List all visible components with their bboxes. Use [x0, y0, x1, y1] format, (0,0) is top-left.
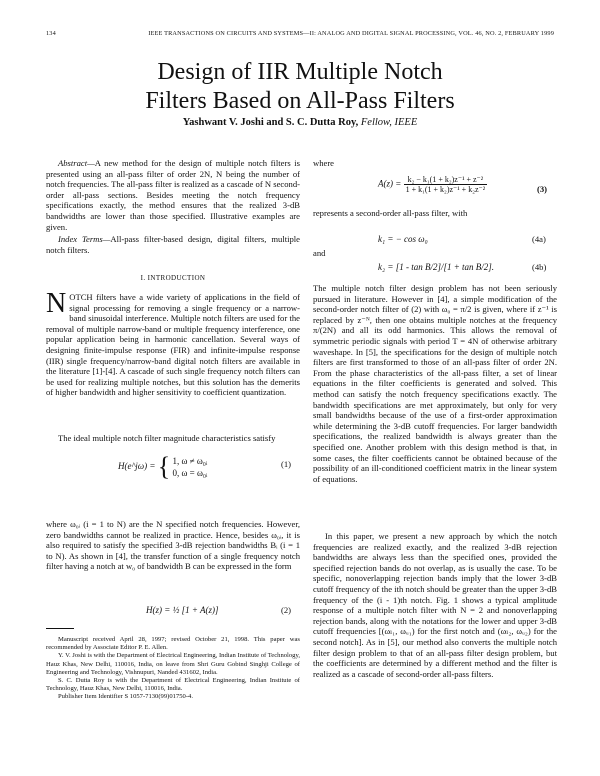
footnote — [46, 636, 300, 702]
abstract — [46, 158, 300, 232]
equation-4b: k₂ = [1 - tan B/2]/[1 + tan B/2]. — [378, 262, 495, 272]
eq3-denominator: 1 + k₁(1 + k₂)z⁻¹ + k₂z⁻² — [405, 185, 486, 194]
author-names: Yashwant V. Joshi and S. C. Dutta Roy, — [182, 117, 359, 128]
eq4b-number: (4b) — [532, 262, 547, 272]
intro-text-1: OTCH filters have a wide variety of applications in the field of signal processing for removing a single frequency or a narrow-band sinusoidal interference. Multiple notch filters are used for the removal of multiple narrow-band or multiple frequency interference, one popular application being in harmonic cancellation. Several ways of designing finite-impulse response (FIR) and infinite-impulse response (IIR) single frequency/narrow-band digital notch filters are available in the literature [1]-[4]. A cascade of such single frequency notch filters can be used for realizing multiple notches, but this solution has the demerits of higher bandwidth and higher sensitivity to coefficient quantization. — [46, 292, 300, 398]
right-paragraph-1 — [313, 283, 557, 484]
equation-1 — [118, 452, 208, 482]
abstract-label: Abstract— — [58, 158, 95, 168]
intro-paragraph-1 — [46, 288, 300, 398]
and-text: and — [313, 248, 326, 258]
brace-icon: { — [157, 452, 171, 481]
eq1-case-2: 0, ω = ω₀ᵢ — [172, 468, 208, 478]
index-terms-label: Index Terms— — [58, 234, 111, 244]
section-heading: I. INTRODUCTION — [140, 274, 206, 282]
eq3-lhs: A(z) = — [378, 178, 402, 189]
equation-3 — [378, 175, 487, 194]
footnote-received: Manuscript received April 28, 1997; revised October 21, 1998. This paper was recommended by Associate Editor P. E. Allen. — [46, 636, 300, 652]
index-terms — [46, 234, 300, 255]
eq3-number: (3) — [537, 184, 548, 194]
paper-title — [60, 58, 540, 116]
where-text: where — [313, 158, 334, 168]
title-line-2: Filters Based on All-Pass Filters — [145, 88, 455, 114]
intro-text-3: where ω₀ᵢ (i = 1 to N) are the N specified notch frequencies. However, zero bandwidths cannot be realized in practice. Hence, besides ω₀ᵢ, it is also required to satisfy the specified 3-dB rejection bandwidths Bᵢ (i = 1 to N). As shown in [4], the transfer function of a single frequency notch filter having a notch at w₀ of bandwidth B can be expressed in the form — [46, 519, 300, 572]
eq3-numerator: k₂ − k₁(1 + k₂)z⁻¹ + z⁻² — [404, 175, 488, 185]
eq1-number: (1) — [281, 459, 292, 469]
author-affiliation: Fellow, IEEE — [360, 117, 418, 128]
represents-text: represents a second-order all-pass filter, with — [313, 208, 468, 218]
index-terms-text: All-pass filter-based design, digital filters, multiple notch filters. — [46, 234, 300, 255]
title-line-1: Design of IIR Multiple Notch — [157, 59, 443, 85]
eq3-fraction — [404, 175, 488, 194]
footnote-rule — [46, 628, 74, 629]
intro-paragraph-2 — [46, 433, 300, 444]
dropcap: N — [46, 288, 67, 319]
footnote-roy: S. C. Dutta Roy is with the Department of Electrical Engineering, Indian Institute of Technology, Hauz Khas, New Delhi, 110016, India. — [46, 677, 300, 693]
intro-text-2: The ideal multiple notch filter magnitude characteristics satisfy — [58, 433, 276, 443]
right-text-1: The multiple notch filter design problem has not been seriously pursued in literature. However in [4], a simple modification of the second-order notch filter of (2) with ω₀ = π/2 is given, where if z⁻¹ is replaced by z⁻ᴺ, then one obtains multiple notches at the frequency π/(2N) and all its odd harmonics. This allows the removal of symmetric periodic signals with period T = 4N of otherwise arbitrary waveshape. In [5], the specifications for the design of multiple notch filters are first transformed to those of an all-pass filter of order 2N. From the phase characteristics of the all-pass filter, a set of linear equations in the filter coefficients is generated and solved. This method can satisfy the notch frequency specifications exactly. The bandwidth specifications are met approximately, but only for very small bandwidths because of the use of a first-order approximation while determining the 3-dB cutoff frequencies. For larger bandwidth specifications, the realized bandwidth is always greater than the specified one. Another problem with this design method is that, in some cases, the filter coefficients cannot be obtained because of the possibility of an ill-conditioned coefficient matrix in the linear system of equations. — [313, 283, 557, 484]
footnote-pii: Publisher Item Identifier S 1057-7130(99)01750-4. — [58, 693, 193, 701]
equation-2: H(z) = ½ [1 + A(z)] — [146, 605, 219, 615]
eq1-cases — [172, 455, 207, 479]
equation-4a: k₁ = − cos ω₀ — [378, 234, 428, 244]
right-paragraph-2 — [313, 531, 557, 679]
journal-line: IEEE TRANSACTIONS ON CIRCUITS AND SYSTEMS—II: ANALOG AND DIGITAL SIGNAL PROCESSING, VOL. 46, NO. 2, FEBRUARY 1999 — [148, 30, 554, 37]
abstract-text: A new method for the design of multiple notch filters is presented using an all-pass filter of order 2N, N being the number of notch frequencies. The all-pass filter is realized as a cascade of N second-order all-pass sections. Besides meeting the notch frequency specifications exactly, the method ensures that the realized 3-dB bandwidths are lower than those specified. Illustrative examples are given. — [46, 158, 300, 232]
eq1-case-1: 1, ω ≠ ω₀ᵢ — [172, 456, 208, 466]
footnote-joshi: Y. V. Joshi is with the Department of Electrical Engineering, Indian Institute of Technology, Hauz Khas, New Delhi, 110016, India, on leave from Shri Guru Gobind Singhji College of Engineering and Technology, Vishnupuri, Nanded 431602, India. — [46, 652, 300, 676]
eq1-lhs: H(e^jω) = — [118, 461, 156, 472]
eq2-number: (2) — [281, 605, 292, 615]
page-number: 134 — [46, 30, 56, 37]
authors — [60, 117, 540, 128]
intro-paragraph-3 — [46, 519, 300, 572]
right-text-2: In this paper, we present a new approach by which the notch frequencies are realized exactly, and the realized 3-dB rejection bandwidths are always less than the specified ones, provided the specified rejection bands do not overlap, as is usually the case. To be specific, nonoverlapping rejection bands imply that the lower 3-dB cutoff frequency of the ith notch should be greater than the upper 3-dB frequency of the (i - 1)th notch. Fig. 1 shows a typical amplitude response of a multiple notch filter with N = 2 and nonoverlapping rejection bands, along with the notations for the lower and upper 3-dB cutoff frequencies [(ωₗ₁, ωᵤ₁) for the first notch and (ωₗ₂, ωᵤ₂) for the second notch]. As in [5], our method also converts the multiple notch filter design problem to that of an all-pass filter design problem, but the coefficients are determined by a different method and the filter is realized as a cascade of second-order all-pass filters. — [313, 531, 557, 679]
eq4a-number: (4a) — [532, 234, 546, 244]
